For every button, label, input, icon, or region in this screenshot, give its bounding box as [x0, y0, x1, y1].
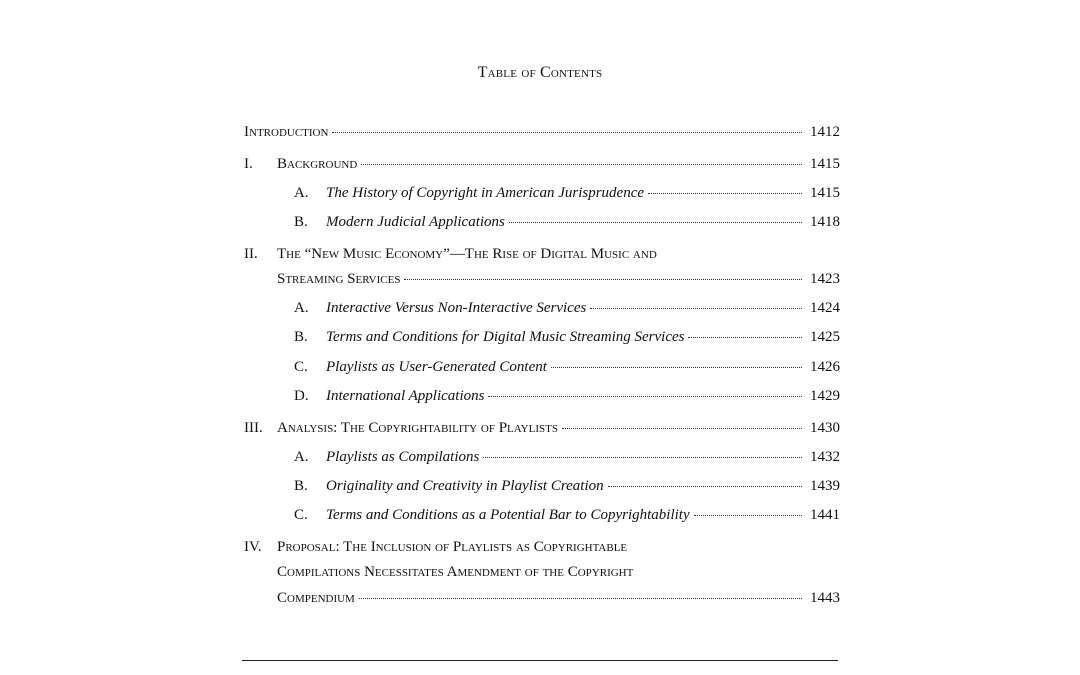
- toc-entry: [244, 329, 840, 351]
- toc-entry: [244, 388, 840, 410]
- toc-entry-page: 1415: [810, 156, 840, 172]
- toc-entry-title: Interactive Versus Non-Interactive Services: [326, 300, 587, 316]
- toc-entry-title: The History of Copyright in American Jurisprudence: [326, 185, 645, 201]
- page-title: Table of Contents: [477, 64, 603, 81]
- toc-entry: [244, 359, 840, 381]
- dot-leader: [332, 132, 802, 133]
- toc-entry-page: 1439: [810, 478, 840, 494]
- toc-entry-letter: D.: [294, 388, 309, 404]
- toc-entry-title: The “New Music Economy”—The Rise of Digital Music and: [277, 246, 657, 262]
- toc-entry: [244, 420, 840, 442]
- toc-entry-title: Originality and Creativity in Playlist Creation: [326, 478, 604, 494]
- toc-entry-title: Modern Judicial Applications: [326, 214, 505, 230]
- toc-entry-page: 1423: [810, 271, 840, 287]
- dot-leader: [590, 308, 802, 309]
- toc-entry-number: III.: [244, 420, 263, 436]
- toc-entry-title: Compilations Necessitates Amendment of the Copyright: [277, 564, 634, 580]
- toc-entry-letter: B.: [294, 329, 308, 345]
- dot-leader: [648, 193, 802, 194]
- toc-entry-letter: C.: [294, 359, 308, 375]
- toc-entry-number: I.: [244, 156, 253, 172]
- toc-entry-title: Analysis: The Copyrightability of Playlists: [277, 420, 558, 436]
- toc-entry-title: International Applications: [326, 388, 485, 404]
- dot-leader: [551, 367, 802, 368]
- dot-leader: [359, 598, 802, 599]
- toc-entry-title: Streaming Services: [277, 271, 401, 287]
- toc-entry-title: Playlists as User-Generated Content: [326, 359, 547, 375]
- toc-entry-page: 1426: [810, 359, 840, 375]
- toc-entry-letter: A.: [294, 449, 309, 465]
- toc-entry-letter: B.: [294, 478, 308, 494]
- toc-entry-page: 1443: [810, 590, 840, 606]
- dot-leader: [361, 164, 802, 165]
- toc-entry-page: 1432: [810, 449, 840, 465]
- dot-leader: [483, 457, 802, 458]
- toc-entry-page: 1430: [810, 420, 840, 436]
- toc-entry: [244, 564, 840, 586]
- toc-entry: [244, 156, 840, 178]
- dot-leader: [608, 486, 802, 487]
- toc-entry-title: Introduction: [244, 124, 329, 140]
- toc-entry-letter: A.: [294, 300, 309, 316]
- toc-entry: [244, 449, 840, 471]
- dot-leader: [404, 279, 802, 280]
- toc-entry: [244, 478, 840, 500]
- toc-entry-page: 1441: [810, 507, 840, 523]
- toc-entry-letter: B.: [294, 214, 308, 230]
- toc-entry-title: Background: [277, 156, 358, 172]
- toc-entry: [244, 300, 840, 322]
- toc-entry: [244, 214, 840, 236]
- footnote-divider: [242, 660, 838, 661]
- toc-entry-title: Compendium: [277, 590, 355, 606]
- dot-leader: [694, 515, 802, 516]
- toc-entry: [244, 271, 840, 293]
- toc-entry-letter: C.: [294, 507, 308, 523]
- toc-entry-title: Playlists as Compilations: [326, 449, 480, 465]
- toc-entry: [244, 590, 840, 612]
- dot-leader: [509, 222, 802, 223]
- toc-entry-page: 1418: [810, 214, 840, 230]
- toc-entry-number: II.: [244, 246, 258, 262]
- toc-entry-title: Terms and Conditions for Digital Music Streaming Services: [326, 329, 685, 345]
- toc-entry: [244, 246, 840, 268]
- toc-entry-title: Proposal: The Inclusion of Playlists as Copyrightable: [277, 539, 628, 555]
- toc-entry: [244, 507, 840, 529]
- toc-entry: [244, 539, 840, 561]
- toc-entry-page: 1424: [810, 300, 840, 316]
- dot-leader: [562, 428, 802, 429]
- toc-entry-number: IV.: [244, 539, 262, 555]
- dot-leader: [488, 396, 802, 397]
- dot-leader: [688, 337, 802, 338]
- toc-entry: [244, 185, 840, 207]
- toc-entry-page: 1415: [810, 185, 840, 201]
- toc-entry: [244, 124, 840, 146]
- toc-entry-letter: A.: [294, 185, 309, 201]
- toc-entry-page: 1412: [810, 124, 840, 140]
- toc-entry-title: Terms and Conditions as a Potential Bar to Copyrightability: [326, 507, 690, 523]
- toc-entry-page: 1425: [810, 329, 840, 345]
- toc-entry-page: 1429: [810, 388, 840, 404]
